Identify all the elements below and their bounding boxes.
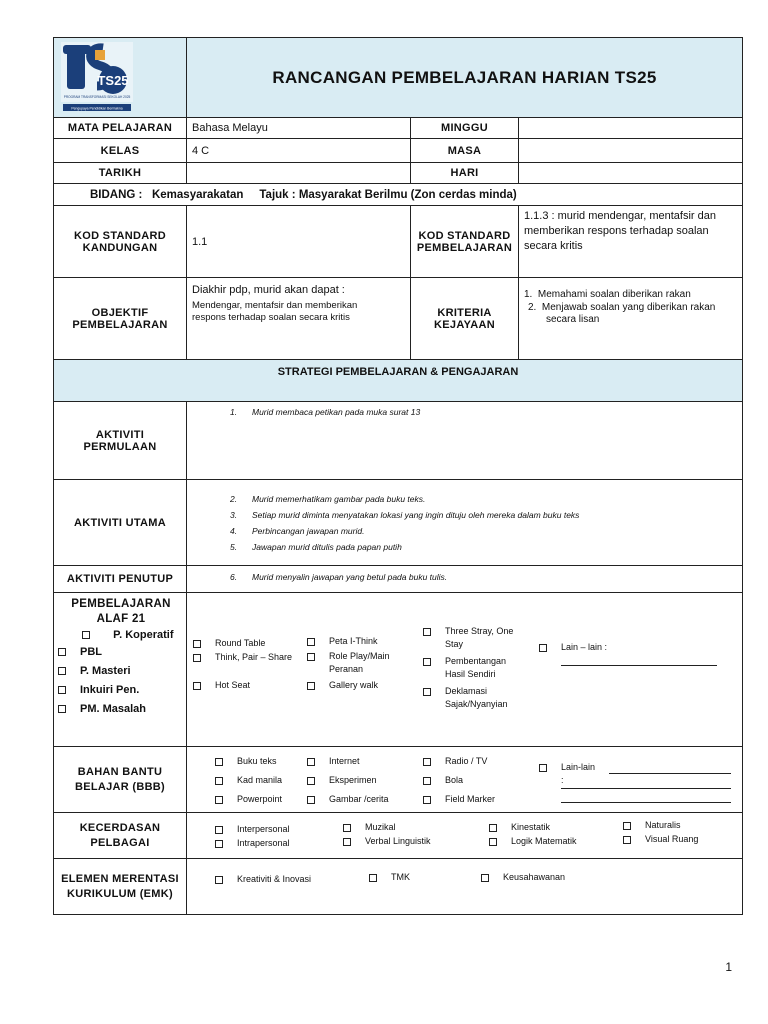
item-number: 5.	[230, 541, 238, 552]
bbb-option-bola[interactable]: Bola	[423, 774, 523, 787]
pak21-option-hot-seat[interactable]: Hot Seat	[193, 679, 293, 692]
kp-option-kinestatik[interactable]: Kinestatik	[489, 821, 599, 834]
checkbox-icon	[82, 631, 90, 639]
item-text: Perbincangan jawapan murid.	[252, 525, 365, 536]
checkbox-icon	[423, 796, 431, 804]
kriteria-label: KRITERIA KEJAYAAN	[411, 278, 519, 360]
checkbox-icon	[489, 838, 497, 846]
kriteria-item-1: 1. Memahami soalan diberikan rakan	[524, 289, 691, 300]
item-number: 4.	[230, 525, 238, 536]
checkbox-icon	[343, 824, 351, 832]
pak21-option-gallery-walk[interactable]: Gallery walk	[307, 679, 407, 692]
checkbox-icon	[623, 836, 631, 844]
checkbox-icon	[193, 654, 201, 662]
pak21-left-option-3[interactable]: P. Masteri	[58, 662, 184, 681]
kecerdasan-options	[187, 813, 743, 859]
bbb-lain-lain-line-2[interactable]	[561, 788, 731, 789]
bbb-option-field-marker[interactable]: Field Marker	[423, 793, 523, 806]
objektif-intro: Diakhir pdp, murid akan dapat :	[192, 284, 345, 296]
pak21-options	[187, 593, 743, 747]
checkbox-icon	[193, 640, 201, 648]
checkbox-icon	[307, 682, 315, 690]
aktiviti-permulaan-label: AKTIVITI PERMULAAN	[54, 402, 187, 480]
pak21-option-pembentangan[interactable]: Pembentangan Hasil Sendiri	[423, 655, 523, 681]
objektif-label: OBJEKTIF PEMBELAJARAN	[54, 278, 187, 360]
utama-item	[192, 507, 737, 523]
pak21-option-lain-lain[interactable]: Lain – lain :	[539, 641, 739, 654]
pak21-left-option-5[interactable]: PM. Masalah	[58, 700, 184, 719]
kp-option-naturalis[interactable]: Naturalis	[623, 819, 723, 832]
bidang-row	[54, 184, 743, 206]
pak21-option-three-stray[interactable]: Three Stray, One Stay	[423, 625, 523, 651]
emk-label: ELEMEN MERENTASI KURIKULUM (EMK)	[54, 859, 187, 915]
emk-options	[187, 859, 743, 915]
checkbox-icon	[623, 822, 631, 830]
kriteria-item-2: 2. Menjawab soalan yang diberikan rakan secara lisan	[528, 302, 716, 325]
pak21-option-round-table[interactable]: Round Table	[193, 637, 293, 650]
lesson-plan-page	[53, 37, 742, 915]
checkbox-icon	[58, 705, 66, 713]
checkbox-icon	[215, 876, 223, 884]
checkbox-icon	[215, 777, 223, 785]
logo-cell	[54, 38, 187, 118]
item-text: Murid menyalin jawapan yang betul pada buku tulis.	[252, 572, 448, 582]
bbb-lain-lain-line-3[interactable]	[561, 802, 731, 803]
logo-text: TS25	[97, 72, 129, 88]
tarikh-label: TARIKH	[54, 163, 187, 184]
tajuk-label: Tajuk :	[259, 188, 296, 201]
bbb-label: BAHAN BANTU BELAJAR (BBB)	[54, 747, 187, 813]
checkbox-icon	[481, 874, 489, 882]
bbb-option-gambar-cerita[interactable]: Gambar /cerita	[307, 793, 407, 806]
bbb-option-eksperimen[interactable]: Eksperimen	[307, 774, 407, 787]
bbb-option-lain-lain[interactable]: Lain-lain :	[539, 761, 599, 787]
kp-option-verbal-linguistik[interactable]: Verbal Linguistik	[343, 835, 463, 848]
kelas-label: KELAS	[54, 139, 187, 163]
checkbox-icon	[539, 764, 547, 772]
mata-pelajaran-value[interactable]: Bahasa Melayu	[187, 118, 411, 139]
utama-item	[192, 491, 737, 507]
item-text: Jawapan murid ditulis pada papan putih	[252, 541, 402, 552]
item-text: Murid membaca petikan pada muka surat 13	[252, 407, 421, 417]
checkbox-icon	[423, 777, 431, 785]
checkbox-icon	[307, 758, 315, 766]
pak21-lain-lain-line[interactable]	[561, 665, 717, 666]
bbb-option-internet[interactable]: Internet	[307, 755, 407, 768]
pak21-left-option-2[interactable]: PBL	[58, 643, 184, 662]
pak21-option-role-play[interactable]: Role Play/Main Peranan	[307, 650, 407, 676]
checkbox-icon	[423, 658, 431, 666]
emk-option-kreativiti[interactable]: Kreativiti & Inovasi	[215, 873, 345, 886]
pak21-option-think-pair-share[interactable]: Think, Pair – Share	[193, 651, 293, 664]
checkbox-icon	[215, 826, 223, 834]
bbb-option-buku-teks[interactable]: Buku teks	[215, 755, 315, 768]
kecerdasan-label: KECERDASAN PELBAGAI	[54, 813, 187, 859]
checkbox-icon	[489, 824, 497, 832]
aktiviti-penutup-cell[interactable]	[187, 566, 743, 593]
checkbox-icon	[423, 758, 431, 766]
utama-item	[192, 539, 737, 555]
pak21-option-deklamasi[interactable]: Deklamasi Sajak/Nyanyian	[423, 685, 523, 711]
aktiviti-utama-label: AKTIVITI UTAMA	[54, 480, 187, 566]
ksk-label: KOD STANDARD KANDUNGAN	[54, 206, 187, 278]
logo-caption-1: PROGRAM TRANSFORMASI SEKOLAH 2025	[63, 94, 131, 99]
checkbox-icon	[307, 653, 315, 661]
mata-pelajaran-label: MATA PELAJARAN	[54, 118, 187, 139]
checkbox-icon	[307, 777, 315, 785]
checkbox-icon	[423, 688, 431, 696]
aktiviti-penutup-label: AKTIVITI PENUTUP	[54, 566, 187, 593]
bbb-option-kad-manila[interactable]: Kad manila	[215, 774, 315, 787]
pak21-left-option-4[interactable]: Inkuiri Pen.	[58, 681, 184, 700]
checkbox-icon	[423, 628, 431, 636]
ksk-value[interactable]: 1.1	[187, 206, 411, 278]
item-number: 2.	[230, 493, 238, 504]
masa-value[interactable]	[519, 139, 743, 163]
bbb-options	[187, 747, 743, 813]
utama-item	[192, 523, 737, 539]
tajuk-value: Masyarakat Berilmu (Zon cerdas minda)	[298, 188, 517, 201]
minggu-value[interactable]	[519, 118, 743, 139]
page-title: RANCANGAN PEMBELAJARAN HARIAN TS25	[187, 38, 743, 118]
checkbox-icon	[58, 667, 66, 675]
bidang-value: Kemasyarakatan	[151, 188, 244, 201]
strategi-header: STRATEGI PEMBELAJARAN & PENGAJARAN	[54, 360, 743, 402]
kelas-value[interactable]: 4 C	[187, 139, 411, 163]
item-text: Murid memerhatikam gambar pada buku teks.	[252, 493, 426, 504]
penutup-item	[192, 569, 737, 585]
item-text: Setiap murid diminta menyatakan lokasi yang ingin dituju oleh mereka dalam buku teks	[252, 509, 580, 520]
pak21-left-option-1[interactable]: P. Koperatif	[58, 627, 184, 643]
bbb-option-powerpoint[interactable]: Powerpoint	[215, 793, 315, 806]
checkbox-icon	[215, 796, 223, 804]
emk-option-keusahawanan[interactable]: Keusahawanan	[481, 871, 611, 884]
tarikh-value[interactable]	[187, 163, 411, 184]
minggu-label: MINGGU	[411, 118, 519, 139]
checkbox-icon	[343, 838, 351, 846]
checkbox-icon	[307, 796, 315, 804]
kp-option-interpersonal[interactable]: Interpersonal	[215, 823, 325, 836]
kp-option-muzikal[interactable]: Muzikal	[343, 821, 463, 834]
ksp-label: KOD STANDARD PEMBELAJARAN	[411, 206, 519, 278]
checkbox-icon	[369, 874, 377, 882]
checkbox-icon	[539, 644, 547, 652]
checkbox-icon	[58, 686, 66, 694]
pak21-option-peta-ithink[interactable]: Peta I-Think	[307, 635, 407, 648]
bidang-label: BIDANG :	[90, 188, 143, 201]
emk-option-tmk[interactable]: TMK	[369, 871, 449, 884]
bbb-option-radio-tv[interactable]: Radio / TV	[423, 755, 523, 768]
bbb-lain-lain-line-1[interactable]	[609, 773, 731, 774]
kp-option-intrapersonal[interactable]: Intrapersonal	[215, 837, 325, 850]
kriteria-cell[interactable]	[519, 278, 743, 360]
checkbox-icon	[215, 758, 223, 766]
objektif-text: Mendengar, mentafsir dan memberikan respons terhadap soalan secara kritis	[192, 300, 358, 323]
item-number: 6.	[230, 572, 238, 582]
masa-label: MASA	[411, 139, 519, 163]
aktiviti-utama-cell[interactable]	[187, 480, 743, 566]
kp-option-logik-matematik[interactable]: Logik Matematik	[489, 835, 599, 848]
ts25-logo-icon	[59, 42, 135, 114]
pak21-cell	[54, 593, 187, 747]
permulaan-item	[192, 404, 737, 420]
ksp-value[interactable]: 1.1.3 : murid mendengar, mentafsir dan memberikan respons terhadap soalan secara kritis	[519, 206, 743, 278]
logo-caption-2: Pengupaya Pendidikan Bermakna	[71, 106, 123, 110]
checkbox-icon	[193, 682, 201, 690]
kp-option-visual-ruang[interactable]: Visual Ruang	[623, 833, 723, 846]
pak21-label: PEMBELAJARAN ALAF 21	[71, 598, 171, 625]
objektif-cell[interactable]	[187, 278, 411, 360]
checkbox-icon	[215, 840, 223, 848]
checkbox-icon	[58, 648, 66, 656]
lesson-plan-table	[53, 37, 743, 915]
page-number: 1	[725, 960, 732, 974]
aktiviti-permulaan-cell[interactable]	[187, 402, 743, 480]
item-number: 1.	[230, 407, 238, 417]
hari-label: HARI	[411, 163, 519, 184]
hari-value[interactable]	[519, 163, 743, 184]
item-number: 3.	[230, 509, 238, 520]
checkbox-icon	[307, 638, 315, 646]
